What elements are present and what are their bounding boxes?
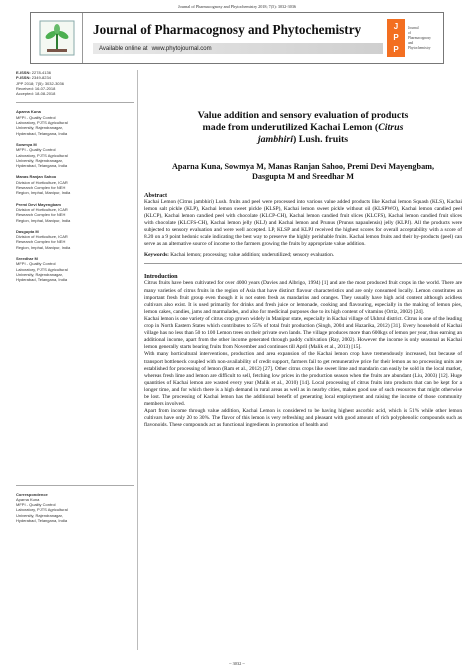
correspondence-heading: Correspondence [16,491,48,497]
affiliation-line: Region, Imphal, Manipur, India [16,244,71,250]
intro-text [144,280,462,429]
affiliation-line: University, Rajendranagar, [16,271,63,277]
affiliation-line: Region, Imphal, Manipur, India [16,217,71,223]
title-line-3: jambhiri) Lush. fruits [257,134,349,145]
affiliation-name: Dasgupta M [16,228,39,234]
intro-heading: Introduction [144,273,178,281]
jpp-letter-3: P [393,44,399,54]
divider [16,485,134,486]
affiliation [16,142,134,168]
affiliation-line: Hyderabad, Telangana, India [16,130,68,136]
right-tag-line: of [408,30,411,35]
journal-banner [30,12,444,64]
article-title [144,110,462,146]
journal-title: Journal of Pharmacognosy and Phytochemistry [93,22,362,37]
author-line: Dasgupta M and Sreedhar M [251,172,355,182]
keywords-label: Keywords: [144,252,169,259]
right-tag-line: Pharmacognosy [408,35,431,40]
abstract-text: Kachai Lemon (Citrus jambhiri) Lush. fruits and peel were processed into various value added products like Kachai lemon Squash (KLS), Kachai lemon salt pickle (KLP), Kachai lemon sweet pickle (KLSP), Kachai lemon sweet pickle without oil (KLSPWO), Kachai lemon candied peel (KLCP), Kachai lemon candied peel with chocolate (KLCP-CH), Kachai lemon candied fruit slices (KLCFS), Kachai lemon candied fruit slices with chocolate (KLCFS-CH), Kachai lemon jelly (KLJ) and Kachai lemon and Prunus (Prunus napaulensis) jelly (KLPJ). All the products were subjected to sensory evaluation and were well accepted. LP, KLSP and KLPJ received the highest scores for overall acceptability with a score of 8.20 on a 9 point hedonic scale indicating the best way to preserve the highly perishable fruits. Kachai lemon fruits and their by-products (peel) can serve as an alternative source of income to the farmers growing the fruits by appropriate value addition. [144,198,462,248]
affiliation-line: Laboratory, PJTS Agricultural [16,120,68,126]
keywords-text: Kachai lemon; processing; value addition; underutilized; sensory evaluation. [170,252,335,259]
intro-paragraph: Apart from income through value addition, Kachai Lemon is considered to be having highest ascorbic acid, which is 51% while other lemon cultivars have only 20 to 30%. The flavor of this lemon is very refreshing and pleasant with good amount of rich polyphenolic compounds such as flavonoids. These compounds act as functional ingredients in promotion of health and [144,408,462,429]
affiliation-line: Division of Horticulture, ICAR [16,234,68,240]
affiliation-line: Research Complex for NEH [16,239,66,245]
issn-line: JPP 2018; 7(5): 3032-3036 [16,80,64,86]
intro-paragraph: Citrus fruits have been cultivated for over 4000 years (Davies and Albrigo, 1994) [1] and are the most produced fruit crops in the world. There are many varieties of citrus fruits in the region of Asia that have distinct flavour characteristics and are only consumed locally. Lemon constitutes an important fresh fruit group even though it is not eaten fresh as mandarins and oranges. They usually have high acid content although acidless cultivars also exist. It is used primarily for drinks and fresh juice or lemonade, cooking and flavouring, especially in the making of lemon pies, lemon cakes, candies, jams and marmalades, and also for medicinal purposes due to its high content of vitamins (Ortiz, 2002) [24]. [144,280,462,315]
jpp-letter-2: P [393,33,399,43]
affiliation-line: Region, Imphal, Manipur, India [16,190,71,196]
affiliation [16,174,134,195]
title-line-2: made from underutilized Kachai Lemon (Citrus [202,122,404,133]
affiliation-line: MFPI - Quality Control [16,261,56,267]
affiliation [16,256,134,282]
availability-bar [93,43,383,54]
issn-block [16,70,134,96]
right-tag-line: Phytochemistry [408,45,431,50]
correspondence [16,492,134,524]
keywords [144,252,462,259]
affiliation-line: Division of Horticulture, ICAR [16,206,68,212]
intro-paragraph: With many horticultural interventions, production and area expansion of the Kachai lemon crop have tremendously increased, but because of transport bottleneck coupled with non-availability of credit support, farmers fail to get remunerative price for their lemon as no processing units are established for processing of lemon (Ram et al., 2012) [27]. Other citrus crops like sweet lime and mandarin can easily be sold in the local market, whereas fresh lime and lemon are difficult to sell, fetching low prices in the production season when the fruits are abundant (Liu, 2003) [12]. Huge quantities of Kachai lemon are wasted every year (Malik et al., 2010) [14]. Local processing of citrus fruits into products that can be kept for a longer time, and for which there is a high demand in rural areas as well as in nearby cities, makes good use of such resources that might otherwise be lost. The processing of Kachai lemon has the additional benefit of generating local employment and raising the income of those community members involved. [144,351,462,408]
right-tag-line: and [408,40,414,45]
affiliation-line: Hyderabad, Telangana, India [16,163,68,169]
affiliation-line: Laboratory, PJTS Agricultural [16,152,68,158]
page-number: ~ 3032 ~ [229,661,245,666]
affiliation-name: Sreedhar M [16,256,38,262]
affiliation-line: MFPI - Quality Control [16,147,56,153]
affiliation-line: Research Complex for NEH [16,185,66,191]
right-tag [408,26,431,51]
issn-line: Received: 16-07-2018 [16,85,56,91]
title-line-1: Value addition and sensory evaluation of products [197,110,409,121]
issn-line: E-ISSN: 2278-4136 [16,70,51,75]
divider [144,263,462,264]
affiliation-line: Hyderabad, Telangana, India [16,517,68,523]
intro-paragraph: Kachai lemon is one variety of citrus crop grown widely in Manipur state, especially in Kachai village of Ukhrul district. Citrus is one of the leading crop in North Eastern States which contributes to 55% of total fruit production (Singh, 2004 and Hazarika, 2012) [31]. Every household of Kachai village has no less than 50 to 100 Lemon trees on their private own lands. The village produces more than 600kgs of lemon per year, thus earning an additional income, apart from the other income generated through paddy cultivation (Ray, 2002). However the income is only seasonal as Kachai lemon generally starts bearing fruits from November and continues till April (Malik et al., 2013) [15]. [144,315,462,351]
right-tag-line: Journal [408,25,419,30]
affiliation-line: University, Rajendranagar, [16,125,63,131]
affiliation-name: Aparna Kuna [16,109,41,115]
affiliation-line: University, Rajendranagar, [16,157,63,163]
banner-center [83,13,383,63]
journal-url[interactable]: www.phytojournal.com [151,45,212,52]
correspondence-name: Aparna Kuna [16,496,40,502]
jpp-logo [387,19,405,57]
plant-logo-icon [38,19,76,57]
issn-line: P-ISSN: 2349-8234 [16,75,51,81]
affiliation-line: MFPI - Quality Control [16,502,56,508]
author-list [144,162,462,183]
affiliation-name: Manas Ranjan Sahoo [16,174,57,180]
side-column [16,70,134,523]
divider [16,102,134,103]
affiliation-line: Division of Horticulture, ICAR [16,179,68,185]
available-label: Available online at [99,45,148,52]
journal-logo-left [31,13,83,63]
affiliation-line: Hyderabad, Telangana, India [16,277,68,283]
jpp-letter-1: J [393,22,399,32]
article-main [144,110,462,429]
affiliation-line: Research Complex for NEH [16,212,66,218]
affiliation-name: Premi Devi Mayengbam [16,201,61,207]
journal-reference: Journal of Pharmacognosy and Phytochemistry 2018; 7(5): 3032-3036 [177,4,297,9]
affiliation-line: University, Rajendranagar, [16,512,63,518]
affiliation-line: Laboratory, PJTS Agricultural [16,266,68,272]
column-divider [137,70,138,650]
abstract-heading: Abstract [144,191,168,199]
affiliation [16,202,134,223]
affiliation-line: Laboratory, PJTS Agricultural [16,507,68,513]
affiliation-name: Sowmya M [16,141,37,147]
banner-right [383,13,443,63]
author-line: Aparna Kuna, Sowmya M, Manas Ranjan Sahoo, Premi Devi Mayengbam, [171,162,435,171]
affiliation-line: MFPI - Quality Control [16,114,56,120]
affiliation [16,109,134,135]
affiliation [16,229,134,250]
issn-line: Accepted: 18-08-2018 [16,91,56,97]
